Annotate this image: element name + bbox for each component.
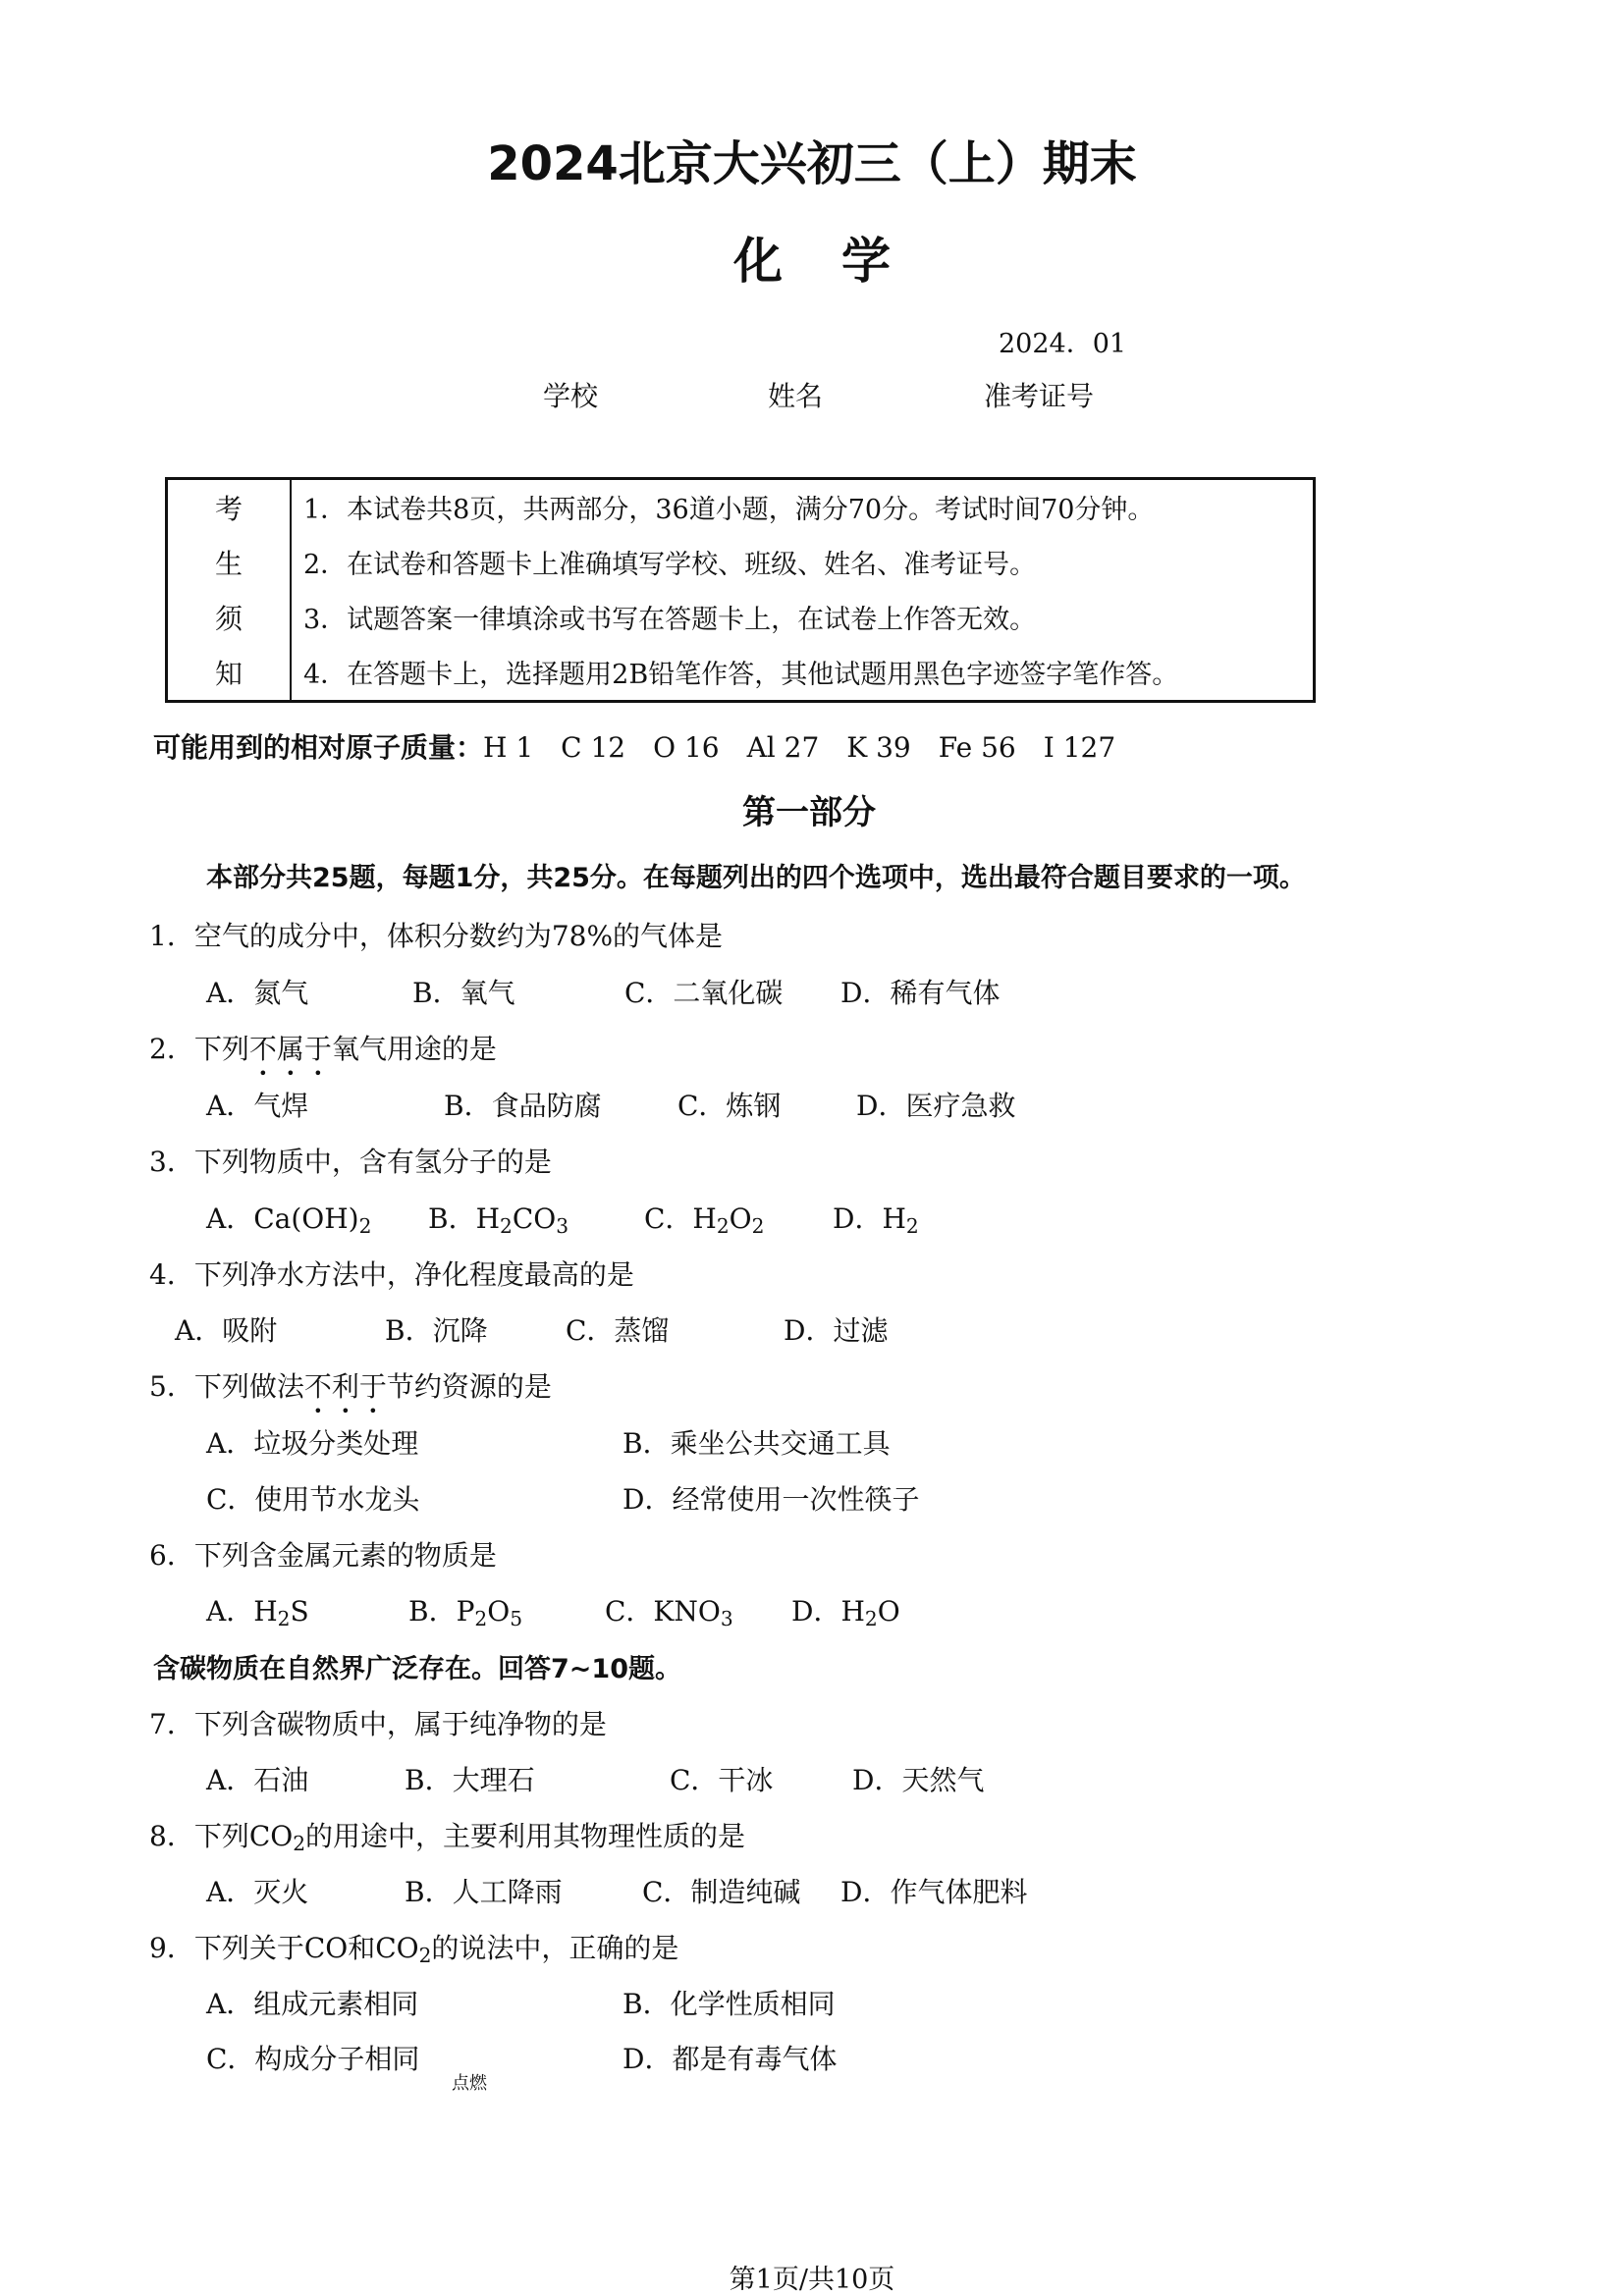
option-d: D．经常使用一次性筷子 [623,1483,920,1516]
field-school: 学校 [543,380,599,412]
option-d: D．过滤 [784,1314,889,1347]
option-d: D．作气体肥料 [840,1876,1028,1908]
option-a: A．垃圾分类处理 [206,1427,419,1460]
notice-line: 3．试题答案一律填涂或书写在答题卡上，在试卷上作答无效。 [303,605,1037,635]
option-b: B．乘坐公共交通工具 [623,1427,891,1460]
option-c: C．蒸馏 [566,1314,670,1347]
page-footer: 第1页/共10页 [729,2265,895,2295]
option-c: C．炼钢 [677,1090,782,1122]
option-b: B．大理石 [405,1764,535,1796]
stem-text: 5．下列做法 [149,1370,304,1403]
question-stem: 4．下列净水方法中，净化程度最高的是 [149,1258,634,1291]
option-c: C．构成分子相同 [206,2043,420,2075]
emphasis-char: 不 [248,1033,277,1065]
option-c: C．干冰 [670,1764,774,1796]
option-a: A．组成元素相同 [206,1988,419,2020]
option-a: A．灭火 [206,1876,309,1908]
stem-text: 节约资源的是 [386,1370,552,1403]
question-stem: 1．空气的成分中，体积分数约为78%的气体是 [149,920,724,952]
question-stem: 6．下列含金属元素的物质是 [149,1539,497,1572]
emphasis-char: 属 [276,1033,304,1065]
part-heading: 第一部分 [742,793,876,832]
option-a: A．气焊 [206,1090,309,1122]
question-stem: 9．下列关于CO和$CO_2$的说法中，正确的是 [149,1932,679,1968]
option-d: D．都是有毒气体 [623,2043,838,2075]
atomic-mass-label: 可能用到的相对原子质量： [153,731,484,764]
notice-side-char: 知 [214,658,243,690]
notice-line: 4．在答题卡上，选择题用2B铅笔作答，其他试题用黑色字迹签字笔作答。 [303,660,1179,690]
exam-date: 2024．01 [999,329,1127,359]
notice-line: 2．在试卷和答题卡上准确填写学校、班级、姓名、准考证号。 [303,550,1037,580]
option-d: D．$H_2$ [833,1202,919,1239]
question-stem: 3．下列物质中，含有氢分子的是 [149,1146,552,1178]
subject-title: 化学 [733,233,949,290]
option-a: A．石油 [206,1764,309,1796]
option-c: C．制造纯碱 [642,1876,801,1908]
notice-divider [290,480,292,700]
notice-side-char: 考 [214,493,243,525]
option-a: A．$H_2S$ [206,1595,309,1631]
part-instruction: 本部分共25题，每题1分，共25分。在每题列出的四个选项中，选出最符合题目要求的一项。 [206,863,1306,893]
notice-side-char: 须 [214,603,243,635]
option-d: D．$H_2O$ [791,1595,900,1631]
stem-text: 氧气用途的是 [331,1033,497,1065]
reaction-condition-label: 点燃 [452,2073,487,2094]
option-a: A．氮气 [206,977,309,1009]
atomic-mass-values: H 1 C 12 O 16 Al 27 K 39 Fe 56 I 127 [483,731,1116,764]
option-b: B．人工降雨 [405,1876,563,1908]
question-stem [149,1028,497,1067]
emphasis-char: 于 [303,1033,332,1065]
field-exam-id: 准考证号 [984,380,1095,412]
option-a: A．$Ca(OH)_2$ [206,1202,372,1239]
option-c: C．$H_2O_2$ [644,1202,765,1239]
question-stem: 8．下列$CO_2$的用途中，主要利用其物理性质的是 [149,1820,746,1856]
group-intro: 含碳物质在自然界广泛存在。回答7~10题。 [153,1654,681,1684]
option-a: A．吸附 [175,1314,278,1347]
option-b: B．沉降 [385,1314,488,1347]
emphasis-char: 不 [303,1370,332,1403]
notice-line: 1．本试卷共8页，共两部分，36道小题，满分70分。考试时间70分钟。 [303,495,1155,525]
option-b: B．化学性质相同 [623,1988,836,2020]
emphasis-char: 于 [358,1370,387,1403]
option-c: C．使用节水龙头 [206,1483,420,1516]
option-d: D．稀有气体 [840,977,1001,1009]
exam-title: 2024北京大兴初三（上）期末 [487,136,1137,191]
emphasis-char: 利 [331,1370,359,1403]
option-d: D．医疗急救 [856,1090,1016,1122]
field-name: 姓名 [768,380,824,412]
question-stem [149,1365,552,1405]
option-b: B．$H_2CO_3$ [428,1202,569,1239]
option-b: B．氧气 [412,977,515,1009]
question-stem: 7．下列含碳物质中，属于纯净物的是 [149,1708,607,1740]
notice-box [165,477,1316,703]
option-b: B．$P_2O_5$ [408,1595,523,1631]
option-d: D．天然气 [852,1764,985,1796]
atomic-mass-line [153,726,1115,766]
stem-text: 2．下列 [149,1033,249,1065]
notice-side-char: 生 [214,548,243,580]
option-b: B．食品防腐 [444,1090,602,1122]
option-c: C．二氧化碳 [624,977,784,1009]
option-c: C．$KNO_3$ [605,1595,733,1631]
